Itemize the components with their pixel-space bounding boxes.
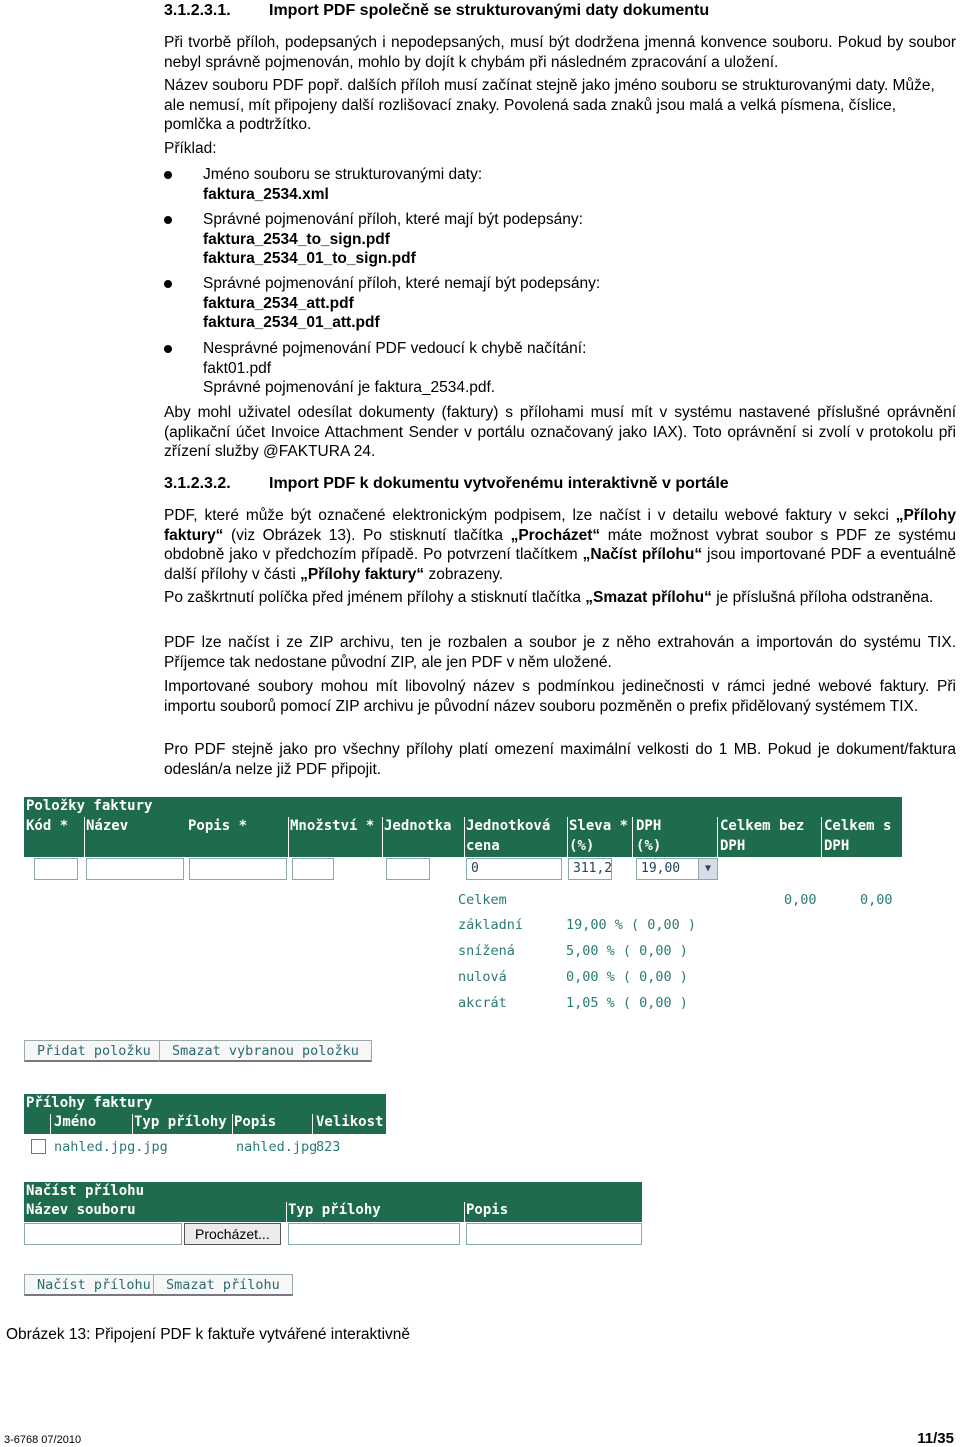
- rate-value: 5,00 % ( 0,00 ): [566, 943, 688, 959]
- section-title: Import PDF společně se strukturovanými daty dokumentu: [269, 2, 710, 19]
- paragraph: Při tvorbě příloh, podepsaných i nepodepsaných, musí být dodržena jmenná konvence souboru. Pokud by soubor nebyl správně pojmenován, mohlo by dojít k chybám při následném zpracování a uložení.: [164, 34, 956, 71]
- bullet-text: Jméno souboru se strukturovanými daty: faktura_2534.xml: [203, 166, 483, 203]
- col-total-no-vat: Celkem bez: [720, 818, 805, 834]
- attachments-header: [24, 1094, 386, 1134]
- code-input[interactable]: [34, 858, 78, 880]
- total-vat-value: 0,00: [860, 892, 893, 908]
- attachments-title: Přílohy faktury: [26, 1095, 153, 1111]
- col-code: Kód *: [26, 818, 69, 834]
- attachment-name[interactable]: nahled.jpg.jpg: [54, 1139, 168, 1155]
- example-label: Příklad:: [164, 140, 217, 157]
- col-unit-price: Jednotková: [466, 818, 551, 834]
- delete-attachment-button[interactable]: Smazat přílohu: [153, 1274, 293, 1296]
- rate-label: akcrát: [458, 995, 507, 1011]
- load-col-desc: Popis: [466, 1202, 509, 1218]
- file-path-input[interactable]: [24, 1223, 182, 1245]
- section-number: 3.1.2.3.1.: [164, 2, 231, 19]
- col-total-no-vat-2: DPH: [720, 838, 746, 854]
- rate-label: základní: [458, 917, 524, 933]
- rate-label: snížená: [458, 943, 515, 959]
- figure-caption: Obrázek 13: Připojení PDF k faktuře vytvářené interaktivně: [6, 1326, 411, 1343]
- unit-input[interactable]: [386, 858, 430, 880]
- attachment-size: 823: [316, 1139, 341, 1155]
- bullet-text: Správné pojmenování příloh, které nemají být podepsány: faktura_2534_att.pdf faktura_2534_01_att.pdf: [203, 275, 601, 331]
- attachment-checkbox[interactable]: [31, 1139, 46, 1154]
- col-vat-2: (%): [636, 838, 662, 854]
- vat-select[interactable]: [636, 858, 718, 880]
- add-item-button[interactable]: Přidat položku: [24, 1040, 164, 1062]
- desc-input[interactable]: [189, 858, 287, 880]
- chevron-down-icon[interactable]: ▼: [698, 859, 717, 879]
- qty-input[interactable]: [292, 858, 334, 880]
- paragraph: PDF, které může být označené elektronickým podpisem, lze načíst i v detailu webové faktury v sekci „Přílohy faktury“ (viz Obrázek 13). Po stisknutí tlačítka „Procházet“ máte možnost vybrat soubor s PDF ze systému obdobně jako v předchozím případě. Po potvrzení tlačítkem „Načíst přílohu“ jsou importované PDF a eventuálně další přílohy v části „Přílohy faktury“ zobrazeny.: [164, 507, 956, 583]
- paragraph: Po zaškrtnutí políčka před jménem přílohy a stisknutí tlačítka „Smazat přílohu“ je příslušná příloha odstraněna.: [164, 589, 934, 606]
- vat-select-value: 19,00: [641, 861, 681, 876]
- rate-value: 19,00 % ( 0,00 ): [566, 917, 697, 933]
- col-unit-price-2: cena: [466, 838, 500, 854]
- attachment-desc-input[interactable]: [466, 1223, 642, 1245]
- delete-item-button[interactable]: Smazat vybranou položku: [159, 1040, 372, 1062]
- col-desc: Popis *: [188, 818, 248, 834]
- paragraph: PDF lze načíst i ze ZIP archivu, ten je rozbalen a soubor je z něho extrahován a importován do systému TIX. Příjemce tak nedostane původní ZIP, ale jen PDF v něm uložené.: [164, 634, 956, 671]
- paragraph: Název souboru PDF popř. dalších příloh musí začínat stejně jako jméno souboru se strukturovanými daty. Může, ale nemusí, mít připojeny další rozlišovací znaky. Povolená sada znaků jsou malá a velká písmena, číslice, pomlčka a podtržítko.: [164, 77, 935, 133]
- name-input[interactable]: [86, 858, 184, 880]
- rate-value: 1,05 % ( 0,00 ): [566, 995, 688, 1011]
- total-no-vat-value: 0,00: [784, 892, 817, 908]
- bullet-dot: [164, 280, 172, 288]
- load-attachment-title: Načíst přílohu: [26, 1183, 145, 1199]
- col-name: Název: [86, 818, 129, 834]
- items-title: Položky faktury: [26, 798, 153, 814]
- col-vat: DPH: [636, 818, 662, 834]
- browse-button[interactable]: Procházet...: [184, 1223, 281, 1245]
- attach-col-size: Velikost: [316, 1114, 384, 1130]
- attach-col-name: Jméno: [54, 1114, 97, 1130]
- col-total-vat: Celkem s: [824, 818, 892, 834]
- discount-input[interactable]: 311,2: [568, 858, 612, 880]
- bullet-dot: [164, 345, 172, 353]
- items-header: [24, 797, 902, 857]
- load-col-filename: Název souboru: [26, 1202, 136, 1218]
- load-col-type: Typ přílohy: [288, 1202, 381, 1218]
- col-discount: Sleva *: [569, 818, 629, 834]
- rate-label: nulová: [458, 969, 507, 985]
- col-unit: Jednotka: [384, 818, 452, 834]
- attachment-type-input[interactable]: [288, 1223, 460, 1245]
- load-attachment-header: [24, 1182, 642, 1222]
- bullet-dot: [164, 216, 172, 224]
- unit-price-input[interactable]: 0: [466, 858, 562, 880]
- paragraph: Importované soubory mohou mít libovolný název s podmínkou jedinečnosti v rámci jedné webové faktury. Při importu souborů pomocí ZIP archivu je původní název souboru pozměněn o prefix přidělovaný systémem TIX.: [164, 678, 956, 715]
- attach-col-desc: Popis: [234, 1114, 277, 1130]
- col-total-vat-2: DPH: [824, 838, 850, 854]
- bullet-text: Správné pojmenování příloh, které mají být podepsány: faktura_2534_to_sign.pdf faktura_2534_01_to_sign.pdf: [203, 211, 583, 267]
- load-attachment-button[interactable]: Načíst přílohu: [24, 1274, 164, 1296]
- section-title: Import PDF k dokumentu vytvořenému interaktivně v portále: [269, 475, 729, 492]
- col-discount-2: (%): [569, 838, 595, 854]
- section-number: 3.1.2.3.2.: [164, 475, 231, 492]
- footer-doc-id: 3-6768 07/2010: [4, 1434, 82, 1446]
- totals-label: Celkem: [458, 892, 507, 908]
- attach-col-type: Typ přílohy: [134, 1114, 227, 1130]
- col-qty: Množství *: [290, 818, 375, 834]
- paragraph: Pro PDF stejně jako pro všechny přílohy platí omezení maximální velkosti do 1 MB. Pokud je dokument/faktura odeslán/a nelze již PDF připojit.: [164, 741, 956, 778]
- paragraph: Aby mohl uživatel odesílat dokumenty (faktury) s přílohami musí mít v systému nastavené příslušné oprávnění (aplikační účet Invoice Attachment Sender v portálu označovaný jako IAX). Toto oprávnění si zvolí v protokolu při zřízení služby @FAKTURA 24.: [164, 404, 956, 460]
- bullet-dot: [164, 171, 172, 179]
- attachment-desc: nahled.jpg: [236, 1139, 318, 1155]
- rate-value: 0,00 % ( 0,00 ): [566, 969, 688, 985]
- page-number: 11/35: [917, 1430, 954, 1447]
- bullet-text: Nesprávné pojmenování PDF vedoucí k chybě načítání: fakt01.pdf Správné pojmenování je faktura_2534.pdf.: [203, 340, 587, 396]
